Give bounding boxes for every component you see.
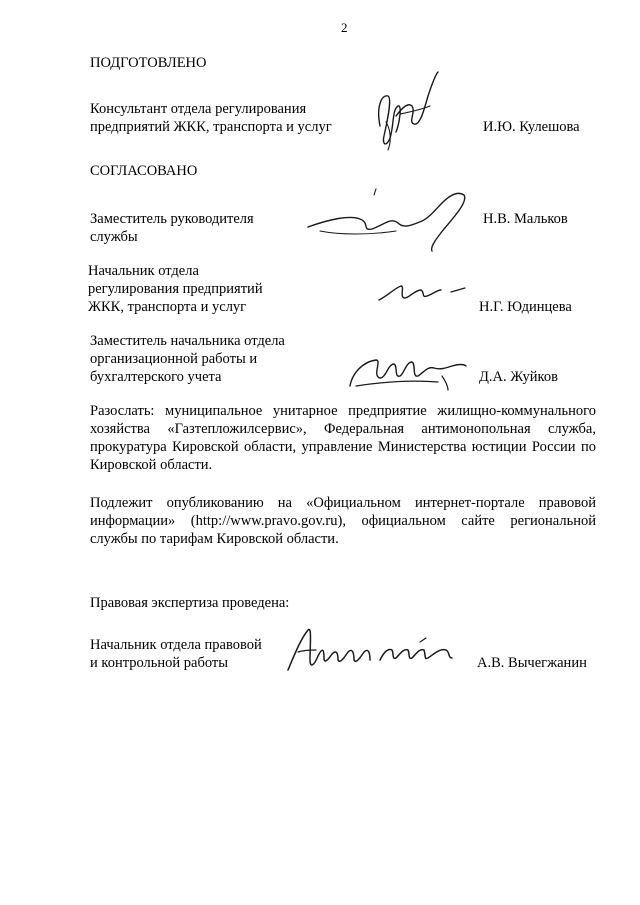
legal-position-line2: и контрольной работы bbox=[90, 655, 228, 671]
page-number: 2 bbox=[341, 20, 348, 35]
distribution-text: Разослать: муниципальное унитарное предприятие жилищно-коммунального хозяйства «Газтепложилсервис», Федеральная антимонопольная служба, прокуратура Кировской области, управление Министерства юстиции России по Кировской области. bbox=[90, 403, 596, 473]
prepared-heading: ПОДГОТОВЛЕНО bbox=[90, 55, 207, 71]
signer2-name: Н.Г. Юдинцева bbox=[479, 299, 572, 315]
signature-malkov bbox=[300, 185, 475, 255]
prepared-name: И.Ю. Кулешова bbox=[483, 119, 580, 135]
signer2-position-line2: регулирования предприятий bbox=[88, 281, 263, 297]
legal-name: А.В. Вычегжанин bbox=[477, 655, 587, 671]
signature-kuleshova bbox=[370, 66, 445, 156]
signer1-position-line1: Заместитель руководителя bbox=[90, 211, 254, 227]
prepared-position-line2: предприятий ЖКК, транспорта и услуг bbox=[90, 119, 332, 135]
signer3-position-line2: организационной работы и bbox=[90, 351, 258, 367]
signature-zhuykov bbox=[342, 352, 472, 394]
publication-text: Подлежит опубликованию на «Официальном интернет-портале правовой информации» (http://www.pravo.gov.ru), официальном сайте региональной службы по тарифам Кировской области. bbox=[90, 495, 596, 547]
signature-vychegzhanin bbox=[280, 620, 465, 680]
prepared-position-line1: Консультант отдела регулирования bbox=[90, 101, 307, 117]
signer1-position-line2: службы bbox=[90, 229, 138, 245]
legal-position-line1: Начальник отдела правовой bbox=[90, 637, 262, 653]
signature-yudintseva bbox=[375, 278, 475, 308]
signer3-name: Д.А. Жуйков bbox=[479, 369, 558, 385]
signer2-position-line1: Начальник отдела bbox=[88, 263, 199, 279]
signer3-position-line1: Заместитель начальника отдела bbox=[90, 333, 285, 349]
signer3-position-line3: бухгалтерского учета bbox=[90, 369, 222, 385]
agreed-heading: СОГЛАСОВАНО bbox=[90, 163, 198, 179]
legal-review-note: Правовая экспертиза проведена: bbox=[90, 595, 290, 611]
signer2-position-line3: ЖКК, транспорта и услуг bbox=[88, 299, 247, 315]
signer1-name: Н.В. Мальков bbox=[483, 211, 568, 227]
